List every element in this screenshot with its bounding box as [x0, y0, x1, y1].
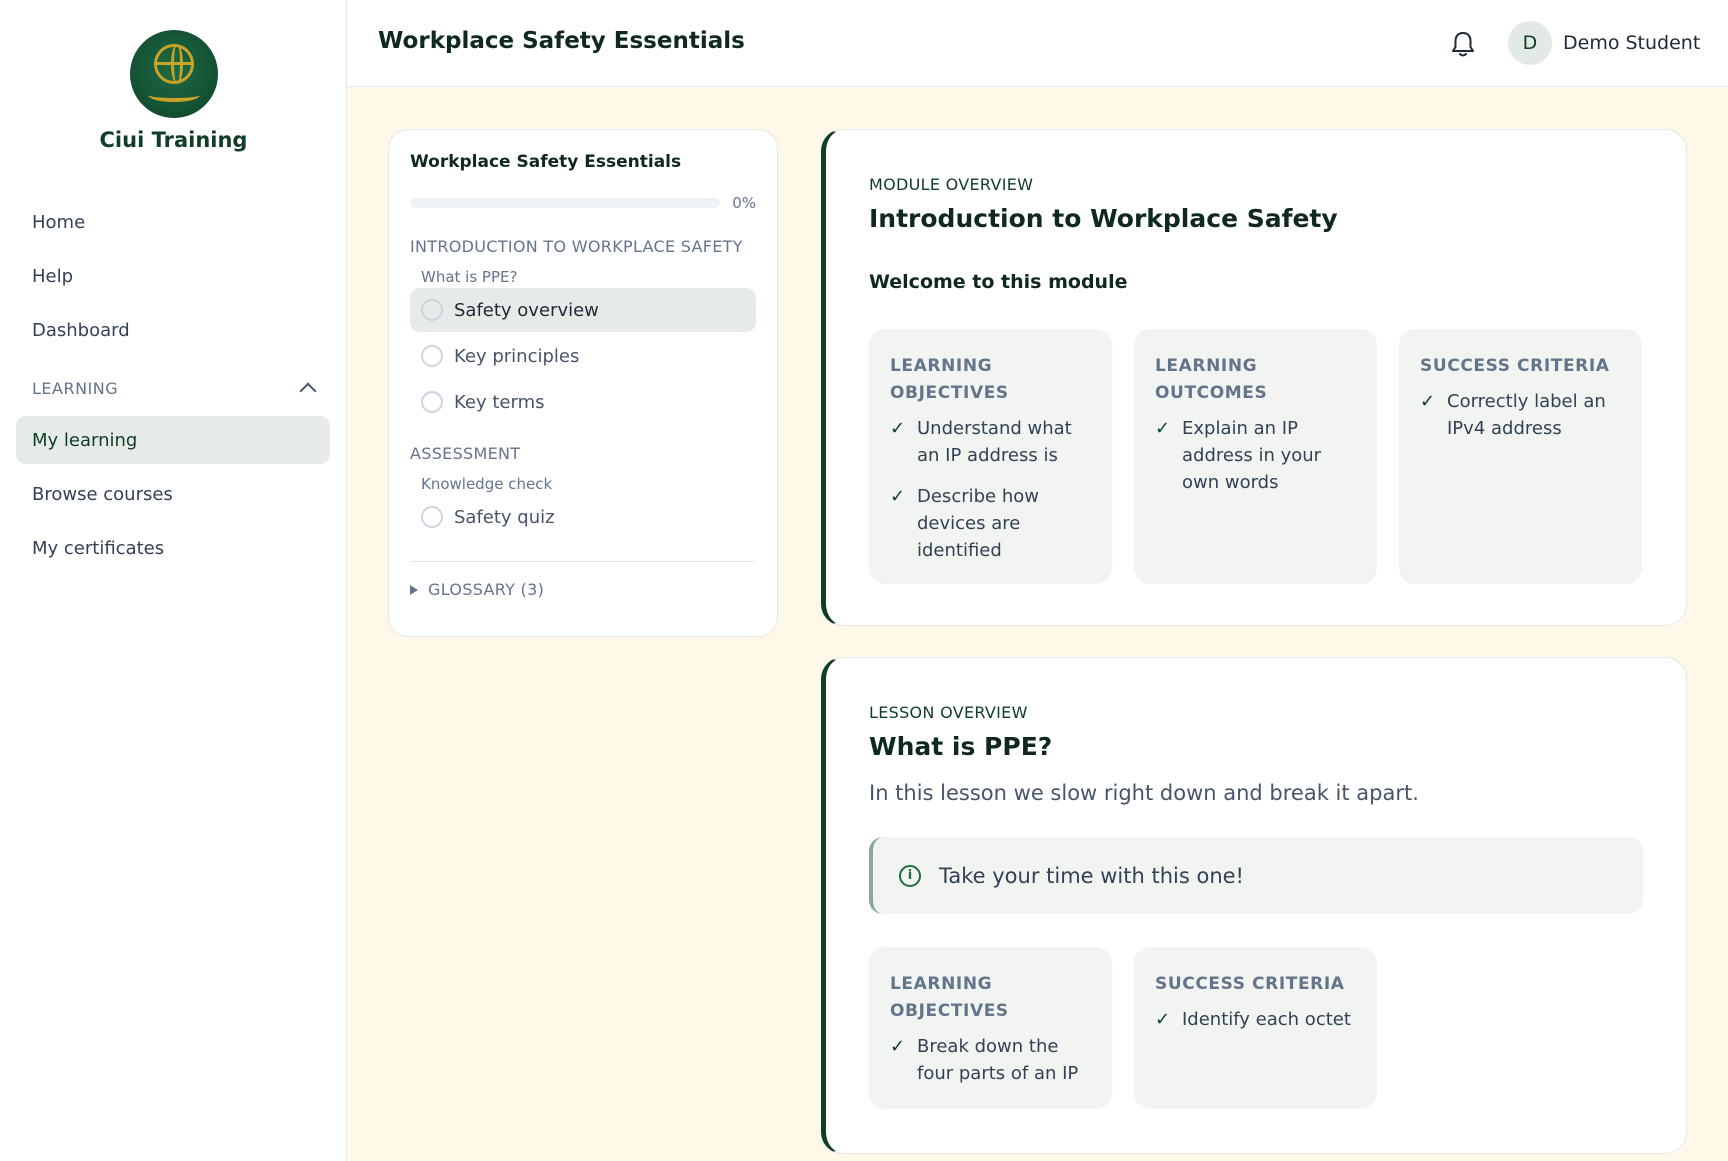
divider	[410, 561, 756, 562]
sidebar-nav	[16, 198, 330, 578]
sidebar-item-help[interactable]: Help	[32, 265, 74, 287]
glossary-label: GLOSSARY (3)	[428, 580, 545, 599]
list-item: ✓ Describe how devices are identified	[890, 483, 1091, 564]
lesson-intro: In this lesson we slow right down and break it apart.	[869, 781, 1419, 805]
success-criteria-box	[1399, 329, 1642, 584]
learning-outcomes-box	[1134, 329, 1377, 584]
module-welcome: Welcome to this module	[869, 271, 1128, 293]
lesson-label: Safety quiz	[454, 506, 555, 528]
lesson-title: What is PPE?	[869, 732, 1053, 761]
box-heading: LEARNING OBJECTIVES	[890, 356, 1009, 403]
sidebar-item-dashboard[interactable]: Dashboard	[32, 319, 130, 341]
lesson-item-safety-quiz[interactable]	[410, 495, 756, 539]
page-title: Workplace Safety Essentials	[378, 28, 745, 54]
lesson-goals	[869, 947, 1643, 1109]
progress-label: 0%	[732, 194, 756, 212]
box-heading: LEARNING OBJECTIVES	[890, 974, 1009, 1021]
sidebar-item-browse-courses[interactable]: Browse courses	[32, 483, 173, 505]
glossary-toggle[interactable]	[410, 580, 756, 599]
checkmark-icon: ✓	[1155, 418, 1171, 439]
module-goals	[869, 329, 1643, 584]
checkmark-icon: ✓	[890, 486, 906, 507]
lesson-label: Safety overview	[454, 299, 599, 321]
brand-name: Ciui Training	[99, 128, 248, 152]
lesson-eyebrow: LESSON OVERVIEW	[869, 703, 1028, 722]
sidebar-section-learning[interactable]	[16, 364, 330, 412]
list-item: ✓ Understand what an IP address is	[890, 415, 1091, 469]
user-name: Demo Student	[1563, 32, 1701, 54]
list-item: ✓ Explain an IP address in your own words	[1155, 415, 1356, 496]
learning-objectives-box	[869, 329, 1112, 584]
outline-title: Workplace Safety Essentials	[410, 152, 682, 172]
brand[interactable]	[0, 30, 347, 152]
outline-section-heading: ASSESSMENT	[410, 444, 521, 463]
module-overview-card	[821, 129, 1687, 626]
chevron-up-icon	[300, 383, 317, 400]
course-progress	[410, 194, 756, 212]
lesson-item-key-principles[interactable]	[410, 334, 756, 378]
outline-subheading: What is PPE?	[421, 268, 518, 286]
checkmark-icon: ✓	[1420, 391, 1436, 412]
bell-icon[interactable]	[1449, 29, 1477, 59]
checkmark-icon: ✓	[890, 1036, 906, 1057]
course-outline	[388, 129, 778, 637]
box-heading: SUCCESS CRITERIA	[1155, 974, 1345, 994]
info-callout	[869, 837, 1643, 914]
checkmark-icon: ✓	[890, 418, 906, 439]
top-header	[347, 0, 1728, 87]
learning-objectives-box	[869, 947, 1112, 1109]
sidebar-item-home[interactable]: Home	[32, 211, 86, 233]
lesson-label: Key terms	[454, 391, 545, 413]
triangle-right-icon	[410, 585, 418, 595]
main-content	[347, 87, 1728, 1161]
callout-text: Take your time with this one!	[939, 863, 1244, 888]
list-item: ✓ Break down the four parts of an IP	[890, 1033, 1091, 1087]
radio-circle-icon	[421, 345, 443, 367]
checkmark-icon: ✓	[1155, 1009, 1171, 1030]
success-criteria-box	[1134, 947, 1377, 1109]
info-icon: i	[899, 865, 921, 887]
outline-section-heading: INTRODUCTION TO WORKPLACE SAFETY	[410, 237, 743, 256]
module-eyebrow: MODULE OVERVIEW	[869, 175, 1034, 194]
box-heading: SUCCESS CRITERIA	[1420, 356, 1610, 376]
sidebar-section-label: LEARNING	[32, 378, 119, 398]
radio-circle-icon	[421, 506, 443, 528]
box-heading: LEARNING OUTCOMES	[1155, 356, 1268, 403]
lesson-overview-card	[821, 657, 1687, 1154]
outline-subheading: Knowledge check	[421, 475, 553, 493]
lesson-item-key-terms[interactable]	[410, 380, 756, 424]
lesson-item-safety-overview[interactable]	[410, 288, 756, 332]
lesson-label: Key principles	[454, 345, 580, 367]
progress-bar	[410, 198, 720, 208]
radio-circle-icon	[421, 299, 443, 321]
user-menu[interactable]	[1508, 21, 1700, 65]
list-item: ✓ Correctly label an IPv4 address	[1420, 388, 1621, 442]
avatar: D	[1508, 21, 1552, 65]
list-item: ✓ Identify each octet	[1155, 1006, 1356, 1033]
sidebar	[0, 0, 347, 1161]
sidebar-item-my-learning[interactable]: My learning	[16, 416, 330, 464]
module-title: Introduction to Workplace Safety	[869, 204, 1338, 233]
globe-book-logo-icon	[130, 30, 218, 118]
sidebar-item-my-certificates[interactable]: My certificates	[32, 537, 165, 559]
radio-circle-icon	[421, 391, 443, 413]
